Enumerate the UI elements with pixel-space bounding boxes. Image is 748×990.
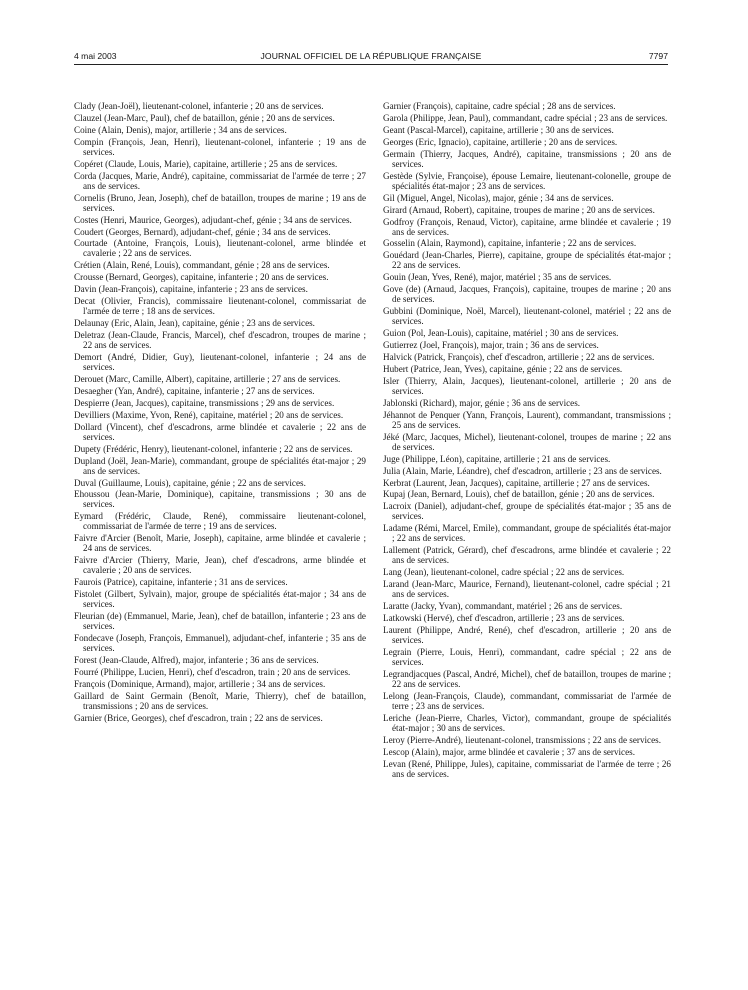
list-item: Delaunay (Eric, Alain, Jean), capitaine, génie ; 23 ans de services. (74, 318, 315, 329)
header-rule (74, 64, 668, 65)
list-item: Kerbrat (Laurent, Jean, Jacques), capitaine, artillerie ; 27 ans de services. (383, 477, 650, 488)
list-item: Guion (Pol, Jean-Louis), capitaine, matériel ; 30 ans de services. (383, 328, 619, 339)
list-item: Gestède (Sylvie, Françoise), épouse Lemaire, lieutenant-colonelle, groupe de spécialités état-major ; 23 ans de services. (383, 170, 671, 191)
list-item: Dollard (Vincent), chef d'escadrons, arme blindée et cavalerie ; 22 ans de services. (74, 421, 366, 442)
list-item: Crousse (Bernard, Georges), capitaine, infanterie ; 20 ans de services. (74, 272, 329, 283)
list-item: Copéret (Claude, Louis, Marie), capitaine, artillerie ; 25 ans de services. (74, 158, 338, 169)
list-item: Fleurian (de) (Emmanuel, Marie, Jean), chef de bataillon, infanterie ; 23 ans de services. (74, 611, 366, 632)
list-item: Kupaj (Jean, Bernard, Louis), chef de bataillon, génie ; 20 ans de services. (383, 489, 655, 500)
list-item: Jéké (Marc, Jacques, Michel), lieutenant-colonel, troupes de marine ; 22 ans de services. (383, 431, 671, 452)
list-item: Gouin (Jean, Yves, René), major, matériel ; 35 ans de services. (383, 272, 612, 283)
list-item: Courtade (Antoine, François, Louis), lieutenant-colonel, arme blindée et cavalerie ; 22 ans de services. (74, 238, 366, 259)
right-column (383, 101, 671, 780)
list-item: Eymard (Frédéric, Claude, René), commissaire lieutenant-colonel, commissariat de l'armée de terre ; 19 ans de services. (74, 511, 366, 532)
list-item: Jablonski (Richard), major, génie ; 36 ans de services. (383, 397, 581, 408)
list-item: Halvick (Patrick, François), chef d'escadron, artillerie ; 22 ans de services. (383, 352, 655, 362)
list-item: Forest (Jean-Claude, Alfred), major, infanterie ; 36 ans de services. (74, 654, 319, 665)
list-item: Decat (Olivier, Francis), commissaire lieutenant-colonel, commissariat de l'armée de terre ; 18 ans de services. (74, 296, 366, 317)
list-item: Duval (Guillaume, Louis), capitaine, génie ; 22 ans de services. (74, 477, 306, 488)
list-item: Hubert (Patrice, Jean, Yves), capitaine, génie ; 22 ans de services. (383, 363, 623, 374)
list-item: Deletraz (Jean-Claude, Francis, Marcel), chef d'escadron, troupes de marine ; 22 ans de services. (74, 330, 366, 351)
list-item: Ehoussou (Jean-Marie, Dominique), capitaine, transmissions ; 30 ans de services. (74, 489, 366, 510)
list-item: Isler (Thierry, Alain, Jacques), lieutenant-colonel, artillerie ; 20 ans de services. (383, 375, 671, 396)
list-item: Demort (André, Didier, Guy), lieutenant-colonel, infanterie ; 24 ans de services. (74, 352, 366, 372)
list-item: Legrain (Pierre, Louis, Henri), commandant, cadre spécial ; 22 ans de services. (383, 646, 671, 667)
list-item: Costes (Henri, Maurice, Georges), adjudant-chef, génie ; 34 ans de services. (74, 214, 352, 225)
list-item: Fourré (Philippe, Lucien, Henri), chef d'escadron, train ; 20 ans de services. (74, 666, 351, 677)
list-item: Compin (François, Jean, Henri), lieutenant-colonel, infanterie ; 19 ans de services. (74, 136, 366, 157)
list-item: Georges (Eric, Ignacio), capitaine, artillerie ; 20 ans de services. (383, 136, 618, 147)
list-item: Geant (Pascal-Marcel), capitaine, artillerie ; 30 ans de services. (383, 124, 614, 135)
page-number: 7797 (648, 51, 668, 61)
list-item: Garola (Philippe, Jean, Paul), commandant, cadre spécial ; 23 ans de services. (383, 112, 668, 123)
list-item: Coudert (Georges, Bernard), adjudant-chef, génie ; 34 ans de services. (74, 226, 331, 237)
list-item: Clady (Jean-Joël), lieutenant-colonel, infanterie ; 20 ans de services. (74, 101, 324, 111)
issue-date: 4 mai 2003 (74, 51, 117, 61)
journal-title: JOURNAL OFFICIEL DE LA RÉPUBLIQUE FRANÇAISE (260, 51, 482, 61)
list-item: Levan (René, Philippe, Jules), capitaine, commissariat de l'armée de terre ; 26 ans de services. (383, 758, 671, 779)
list-item: Cornelis (Bruno, Jean, Joseph), chef de bataillon, troupes de marine ; 19 ans de services. (74, 192, 366, 213)
list-item: Leroy (Pierre-André), lieutenant-colonel, transmissions ; 22 ans de services. (383, 734, 661, 745)
list-item: Germain (Thierry, Jacques, André), capitaine, transmissions ; 20 ans de services. (383, 148, 671, 169)
list-item: Gouédard (Jean-Charles, Pierre), capitaine, groupe de spécialités état-major ; 22 ans de services. (383, 250, 671, 271)
list-item: Crétien (Alain, René, Louis), commandant, génie ; 28 ans de services. (74, 260, 330, 271)
list-item: Jéhannot de Penquer (Yann, François, Laurent), commandant, transmissions ; 25 ans de services. (383, 409, 671, 430)
list-item: Legrandjacques (Pascal, André, Michel), chef de bataillon, troupes de marine ; 22 ans de services. (383, 668, 671, 689)
list-item: Godfroy (François, Renaud, Victor), capitaine, arme blindée et cavalerie ; 19 ans de services. (383, 216, 671, 237)
list-item: Corda (Jacques, Marie, André), capitaine, commissariat de l'armée de terre ; 27 ans de services. (74, 170, 366, 191)
list-item: Desaegher (Yan, André), capitaine, infanterie ; 27 ans de services. (74, 385, 315, 396)
list-item: Lelong (Jean-François, Claude), commandant, commissariat de l'armée de terre ; 23 ans de services. (383, 690, 671, 711)
list-item: Fondecave (Joseph, François, Emmanuel), adjudant-chef, infanterie ; 35 ans de services. (74, 633, 366, 653)
list-item: Julia (Alain, Marie, Léandre), chef d'escadron, artillerie ; 23 ans de services. (383, 465, 662, 476)
list-item: Coine (Alain, Denis), major, artillerie ; 34 ans de services. (74, 124, 287, 135)
list-item: Faivre d'Arcier (Thierry, Marie, Jean), chef d'escadrons, arme blindée et cavalerie ; 20 ans de services. (74, 555, 366, 576)
list-item: Leriche (Jean-Pierre, Charles, Victor), commandant, groupe de spécialités état-major ; 30 ans de services. (383, 712, 671, 733)
list-item: Clauzel (Jean-Marc, Paul), chef de bataillon, génie ; 20 ans de services. (74, 112, 335, 123)
list-item: Garnier (Brice, Georges), chef d'escadron, train ; 22 ans de services. (74, 712, 323, 723)
list-item: Lallement (Patrick, Gérard), chef d'escadrons, arme blindée et cavalerie ; 22 ans de services. (383, 545, 671, 566)
list-item: Dupland (Joël, Jean-Marie), commandant, groupe de spécialités état-major ; 29 ans de services. (74, 455, 366, 476)
list-item: Gubbini (Dominique, Noël, Marcel), lieutenant-colonel, matériel ; 22 ans de services. (383, 306, 671, 327)
list-item: Fistolet (Gilbert, Sylvain), major, groupe de spécialités état-major ; 34 ans de services. (74, 589, 366, 610)
list-item: Faurois (Patrice), capitaine, infanterie ; 31 ans de services. (74, 577, 288, 588)
page-header (74, 51, 668, 65)
list-item: Derouet (Marc, Camille, Albert), capitaine, artillerie ; 27 ans de services. (74, 373, 341, 384)
list-item: François (Dominique, Armand), major, artillerie ; 34 ans de services. (74, 678, 326, 689)
list-item: Gaillard de Saint Germain (Benoît, Marie, Thierry), chef de bataillon, transmissions ; 20 ans de services. (74, 690, 366, 711)
list-item: Devilliers (Maxime, Yvon, René), capitaine, matériel ; 20 ans de services. (74, 409, 344, 420)
list-item: Lang (Jean), lieutenant-colonel, cadre spécial ; 22 ans de services. (383, 567, 625, 578)
list-item: Lescop (Alain), major, arme blindée et cavalerie ; 37 ans de services. (383, 746, 635, 757)
list-item: Juge (Philippe, Léon), capitaine, artillerie ; 21 ans de services. (383, 453, 611, 464)
left-column (74, 101, 366, 725)
list-item: Gutierrez (Joel, François), major, train ; 36 ans de services. (383, 340, 599, 351)
list-item: Laratte (Jacky, Yvan), commandant, matériel ; 26 ans de services. (383, 601, 623, 612)
list-item: Girard (Arnaud, Robert), capitaine, troupes de marine ; 20 ans de services. (383, 204, 655, 215)
list-item: Despierre (Jean, Jacques), capitaine, transmissions ; 29 ans de services. (74, 397, 335, 408)
list-item: Gil (Miguel, Angel, Nicolas), major, génie ; 34 ans de services. (383, 192, 614, 203)
list-item: Faivre d'Arcier (Benoît, Marie, Joseph), capitaine, arme blindée et cavalerie ; 24 ans de services. (74, 533, 366, 554)
list-item: Ladame (Rémi, Marcel, Emile), commandant, groupe de spécialités état-major ; 22 ans de services. (383, 523, 671, 544)
list-item: Latkowski (Hervé), chef d'escadron, artillerie ; 23 ans de services. (383, 613, 625, 623)
list-item: Laurent (Philippe, André, René), chef d'escadron, artillerie ; 20 ans de services. (383, 624, 671, 645)
list-item: Gove (de) (Arnaud, Jacques, François), capitaine, troupes de marine ; 20 ans de services. (383, 284, 671, 305)
list-item: Lacroix (Daniel), adjudant-chef, groupe de spécialités état-major ; 35 ans de services. (383, 501, 671, 522)
list-item: Gosselin (Alain, Raymond), capitaine, infanterie ; 22 ans de services. (383, 238, 637, 249)
list-item: Garnier (François), capitaine, cadre spécial ; 28 ans de services. (383, 101, 616, 111)
list-item: Dupety (Frédéric, Henry), lieutenant-colonel, infanterie ; 22 ans de services. (74, 443, 353, 454)
list-item: Larand (Jean-Marc, Maurice, Fernand), lieutenant-colonel, cadre spécial ; 21 ans de services. (383, 579, 671, 600)
list-item: Davin (Jean-François), capitaine, infanterie ; 23 ans de services. (74, 284, 308, 295)
